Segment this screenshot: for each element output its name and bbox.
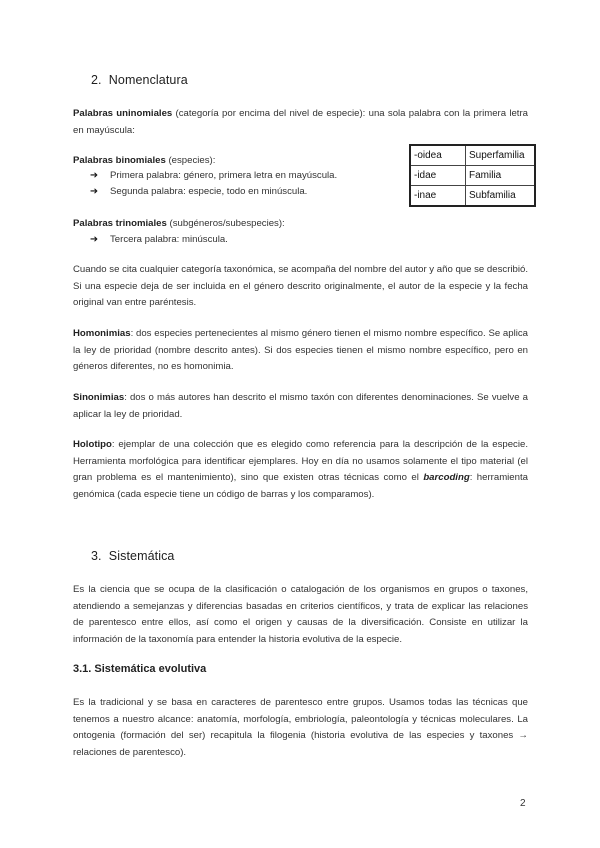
suffix-table-row <box>410 186 535 207</box>
section-3-heading <box>91 549 175 563</box>
bullet-text: Primera palabra: género, primera letra en mayúscula. <box>110 170 338 181</box>
subsection-3-1-heading: 3.1. Sistemática evolutiva <box>73 663 207 675</box>
trinomiales-text: (subgéneros/subespecies): <box>166 218 285 229</box>
section-2-number: 2. <box>91 73 102 87</box>
barcoding-term: barcoding <box>423 472 470 484</box>
bullet-text: Tercera palabra: minúscula. <box>110 234 228 245</box>
uninomiales-text: (categoría por encima del nivel de especie): una sola palabra con la primera letra en mayúscula: <box>73 108 529 136</box>
suffix-table-row <box>410 145 535 166</box>
uninomiales-paragraph <box>73 106 528 139</box>
sistematica-evolutiva-paragraph: Es la tradicional y se basa en caracteres de parentesco entre grupos. Usamos todas las técnicas que tenemos a nuestro alcance: anatomía, morfología, embriología, paleontología y técnicas moleculares. La ontogenia (formación del ser) recapitula la filogenia (historia evolutiva de las especies y taxones → relaciones de parentesco). <box>73 697 528 758</box>
section-2-title: Nomenclatura <box>108 73 188 87</box>
sinonimias-text: : dos o más autores han descrito el mismo taxón con diferentes denominaciones. Se vuelve a aplicar la ley de prioridad. <box>73 392 528 420</box>
uninomiales-term: Palabras uninomiales <box>73 108 173 119</box>
arrow-bullet-icon: ➔ <box>90 170 99 181</box>
sinonimias-term: Sinonimias <box>73 392 125 403</box>
holotipo-text-2: : herramienta genómica (cada especie tiene un código de barras y los comparamos). <box>73 472 528 500</box>
sistematica-intro-paragraph: Es la ciencia que se ocupa de la clasificación o catalogación de los organismos en grupos o taxones, atendiendo a semejanzas y diferencias basadas en criterios científicos, y trata de explicar las relaciones de parentesco entre ellos, así como el origen y causas de la diversificación. Consiste en utilizar la información de la taxonomía para entender la historia evolutiva de la especie. <box>73 584 528 645</box>
homonimias-text: : dos especies pertenecientes al mismo género tienen el mismo nombre específico. Se aplica la ley de prioridad (nombre descrito antes). Si dos especies tienen el mismo nombre específico, pero en géneros diferentes, no es homonimia. <box>73 328 528 373</box>
holotipo-term: Holotipo <box>73 439 112 450</box>
holotipo-paragraph <box>73 437 528 503</box>
rank-cell: Subfamilia <box>466 186 536 207</box>
holotipo-text-1: : ejemplar de una colección que es elegido como referencia para la descripción de la especie. Herramienta morfológica para identificar ejemplares. Hoy en día no usamos solamente el tipo material (el gran problema es el mantenimiento), sino que existen otras técnicas como el <box>73 439 528 484</box>
binomiales-text: (especies): <box>165 155 216 166</box>
cita-paragraph: Cuando se cita cualquier categoría taxonómica, se acompaña del nombre del autor y año que se describió. Si una especie deja de ser incluida en el género descrito originalmente, el autor de la especie y la fecha original van entre paréntesis. <box>73 264 528 309</box>
suffix-rank-table <box>409 144 536 207</box>
trinomiales-term: Palabras trinomiales <box>73 218 167 229</box>
bullet-text: Segunda palabra: especie, todo en minúscula. <box>110 186 308 197</box>
rank-cell: Familia <box>466 166 536 186</box>
suffix-cell: -oidea <box>410 145 466 166</box>
section-2-heading <box>91 73 188 87</box>
trinomiales-bullet-1 <box>90 232 228 249</box>
arrow-bullet-icon: ➔ <box>90 234 99 245</box>
rank-cell: Superfamilia <box>466 145 536 166</box>
homonimias-term: Homonimias <box>73 328 131 339</box>
binomiales-bullet-1 <box>90 168 337 185</box>
binomiales-term: Palabras binomiales <box>73 155 166 166</box>
trinomiales-paragraph <box>73 216 528 233</box>
arrow-bullet-icon: ➔ <box>90 186 99 197</box>
suffix-cell: -inae <box>410 186 466 207</box>
binomiales-bullet-2 <box>90 184 307 201</box>
sinonimias-paragraph <box>73 390 528 423</box>
section-3-title: Sistemática <box>108 549 175 563</box>
suffix-table-row <box>410 166 535 186</box>
suffix-cell: -idae <box>410 166 466 186</box>
section-3-number: 3. <box>91 549 102 563</box>
page-number: 2 <box>520 798 526 809</box>
homonimias-paragraph <box>73 326 528 376</box>
